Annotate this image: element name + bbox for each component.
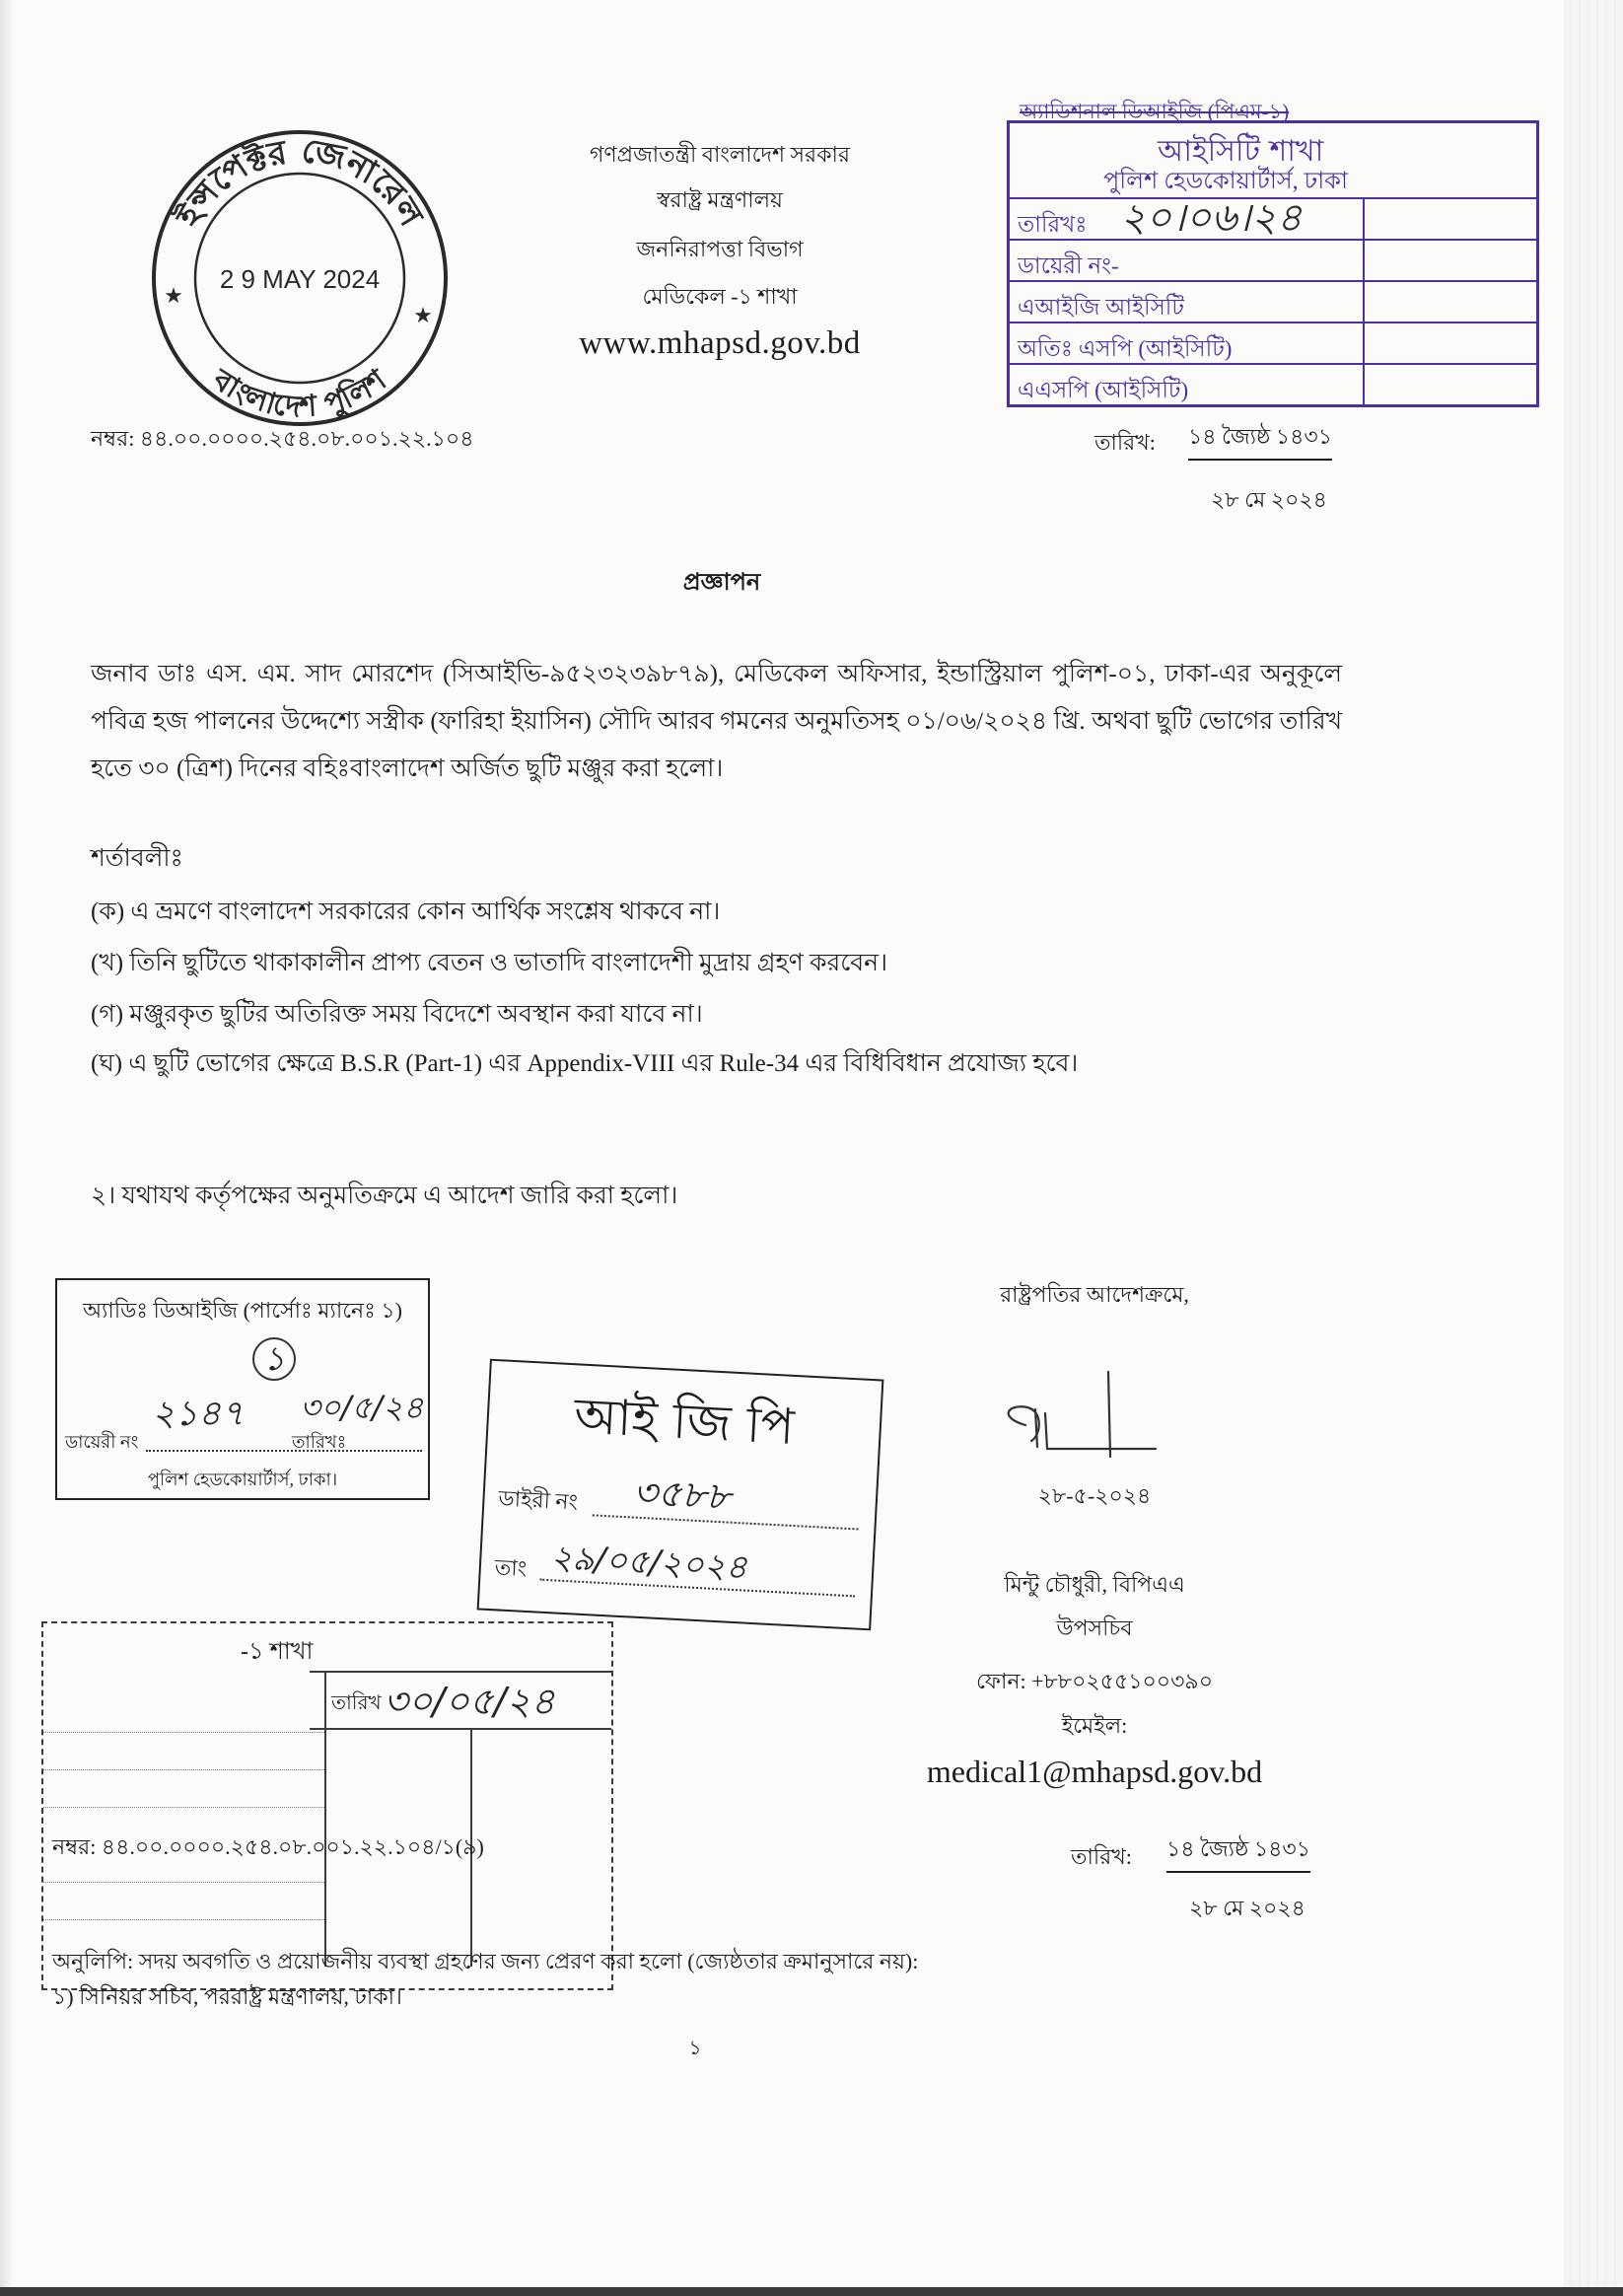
page-number: ১ <box>688 2038 702 2059</box>
scan-edge-bottom <box>0 2287 1623 2296</box>
pm-date-label: তারিখঃ <box>292 1432 347 1452</box>
date-label-2: তারিখ: <box>1071 1844 1132 1869</box>
ict-row-label: ডায়েরী নং- <box>1018 253 1119 278</box>
ict-stamp-row <box>1010 323 1536 365</box>
bottom-stamp-row-line <box>43 1732 324 1733</box>
ict-stamp-row <box>1010 282 1536 323</box>
bottom-stamp-handwritten-date: ৩০/০৫/২৪ <box>384 1680 555 1723</box>
igp-handwritten-date: ২৯/০৫/২০২৪ <box>549 1538 748 1588</box>
pm-diary-number: ২১৪৭ <box>152 1394 245 1434</box>
signatory-name: মিন্টু চৌধুরী, বিপিএএ <box>1004 1572 1185 1597</box>
memo-number: নম্বর: ৪৪.০০.০০০০.২৫৪.০৮.০০১.২২.১০৪ <box>91 426 474 451</box>
signature-date: ২৮-৫-২০২৪ <box>1037 1483 1152 1508</box>
ict-received-stamp <box>1007 120 1539 407</box>
condition-item: (গ) মঞ্জুরকৃত ছুটির অতিরিক্ত সময় বিদেশে অবস্থান করা যাবে না। <box>91 1001 703 1028</box>
ict-handwritten-date: ২০।০৬।২৪ <box>1120 195 1303 241</box>
signatory-email: medical1@mhapsd.gov.bd <box>926 1754 1263 1789</box>
ministry-name: স্বরাষ্ট্র মন্ত্রণালয় <box>657 187 783 212</box>
pm-stamp-title: অ্যাডিঃ ডিআইজি (পার্সোঃ ম্যানেঃ ১) <box>83 1298 402 1323</box>
ict-row-label: এআইজি আইসিটি <box>1018 295 1184 320</box>
ict-stamp-title: আইসিটি শাখা <box>1158 134 1324 169</box>
bottom-stamp-date-label: তারিখ <box>331 1692 382 1714</box>
date-label: তারিখ: <box>1094 430 1156 455</box>
notification-title: প্রজ্ঞাপন <box>682 570 761 596</box>
copy-intro: অনুলিপি: সদয় অবগতি ও প্রয়োজনীয় ব্যবস্থা গ্রহণের জন্য প্রেরণ করা হলো (জ্যেষ্ঠতার ক্রমানুসারে নয়): <box>52 1949 919 1973</box>
date-gregorian-2: ২৮ মে ২০২৪ <box>1189 1896 1305 1920</box>
section-receipt-stamp <box>41 1621 613 1990</box>
ict-row-label: তারিখঃ <box>1018 212 1088 237</box>
copy-item: ১) সিনিয়র সচিব, পররাষ্ট্র মন্ত্রণালয়, ঢাকা। <box>52 1984 402 2009</box>
ict-stamp-subtitle: পুলিশ হেডকোয়ার্টার্স, ঢাকা <box>1103 169 1348 194</box>
signatory-phone: ফোন: +৮৮০২৫৫১০০৩৯০ <box>975 1669 1213 1693</box>
condition-item: (খ) তিনি ছুটিতে থাকাকালীন প্রাপ্য বেতন ও ভাতাদি বাংলাদেশী মুদ্রায় গ্রহণ করবেন। <box>91 950 888 976</box>
scan-edge-right <box>1564 0 1623 2296</box>
date-gregorian: ২৮ মে ২০২৪ <box>1211 487 1327 512</box>
clause-2: ২। যথাযথ কর্তৃপক্ষের অনুমতিক্রমে এ আদেশ জারি করা হলো। <box>91 1183 678 1209</box>
igp-diary-number: ৩৫৮৮ <box>631 1470 732 1519</box>
igp-stamp-title: আই জি পি <box>572 1387 796 1456</box>
round-seal-stamp <box>147 125 453 431</box>
section-name: মেডিকেল -১ শাখা <box>642 284 798 309</box>
svg-text:বাংলাদেশ পুলিশ <box>206 362 394 425</box>
website-text: www.mhapsd.gov.bd <box>579 325 861 361</box>
seal-date: 2 9 MAY 2024 <box>219 264 381 294</box>
condition-item: (ঘ) এ ছুটি ভোগের ক্ষেত্রে B.S.R (Part-1) এর Appendix-VIII এর Rule-34 এর বিধিবিধান প্রযোজ্য হবে। <box>91 1050 1079 1077</box>
pm-stamp-footer: পুলিশ হেডকোয়ার্টার্স, ঢাকা। <box>147 1470 338 1489</box>
date-bangla-2: ১৪ জ্যৈষ্ঠ ১৪৩১ <box>1166 1832 1310 1873</box>
svg-text:ইন্সপেক্টর জেনারেল <box>168 130 432 234</box>
conditions-heading: শর্তাবলীঃ <box>91 845 183 872</box>
email-label: ইমেইল: <box>1061 1713 1128 1738</box>
bottom-stamp-column-divider <box>324 1671 326 1967</box>
division-name: জননিরাপত্তা বিভাগ <box>636 237 804 261</box>
pm-diary-stamp <box>55 1278 430 1500</box>
igp-diary-stamp <box>477 1359 884 1631</box>
bottom-stamp-header: -১ শাখা <box>241 1639 314 1665</box>
ict-stamp-row <box>1010 365 1536 406</box>
date-bangla: ১৪ জ্যৈষ্ঠ ১৪৩১ <box>1188 420 1332 461</box>
igp-date-label: তাং <box>494 1554 528 1581</box>
body-paragraph: জনাব ডাঃ এস. এম. সাদ মোরশেদ (সিআইভি-৯৫২৩২৩৯৮৭৯), মেডিকেল অফিসার, ইন্ডাস্ট্রিয়াল পুলিশ-০১, ঢাকা-এর অনুকূলে পবিত্র হজ পালনের উদ্দেশ্যে সস্ত্রীক (ফারিহা ইয়াসিন) সৌদি আরব গমনের অনুমতিসহ ০১/০৬/২০২৪ খ্রি. অথবা ছুটি ভোগের তারিখ হতে ৩০ (ত্রিশ) দিনের বহিঃবাংলাদেশ অর্জিত ছুটি মঞ্জুর করা হলো। <box>91 661 1342 782</box>
ict-row-label: এএসপি (আইসিটি) <box>1018 378 1189 402</box>
igp-diary-label: ডাইরী নং <box>497 1485 579 1515</box>
seal-bottom-text: বাংলাদেশ পুলিশ <box>206 362 393 425</box>
bottom-stamp-row-line <box>43 1769 324 1770</box>
ict-stamp-column-divider <box>1363 197 1365 404</box>
bottom-stamp-row-line <box>43 1882 324 1883</box>
pm-handwritten-date: ৩০/৫/২৪ <box>300 1389 424 1426</box>
order-line: রাষ্ট্রপতির আদেশক্রমে, <box>1000 1282 1189 1307</box>
scan-edge-left <box>0 0 14 2296</box>
government-name: গণপ্রজাতন্ত্রী বাংলাদেশ সরকার <box>589 142 851 167</box>
pm-dotted-line <box>146 1450 422 1452</box>
signatory-designation: উপসচিব <box>1056 1615 1133 1640</box>
seal-top-text: ইন্সপেক্টর জেনারেল <box>168 130 431 234</box>
bottom-stamp-row-line <box>43 1807 324 1808</box>
pm-stamp-mark: ১ <box>252 1337 296 1381</box>
seal-star-right-icon: ★ <box>413 303 433 327</box>
bottom-stamp-row-line <box>43 1919 324 1920</box>
ict-stamp-struck-title: অ্যাডিশনাল ডিআইজি (পিএম-১) <box>1020 100 1290 123</box>
ict-row-label: অতিঃ এসপি (আইসিটি) <box>1018 336 1233 361</box>
condition-item: (ক) এ ভ্রমণে বাংলাদেশ সরকারের কোন আর্থিক সংশ্লেষ থাকবে না। <box>91 898 721 925</box>
seal-star-left-icon: ★ <box>164 283 183 308</box>
signature <box>986 1366 1164 1474</box>
pm-diary-label: ডায়েরী নং <box>65 1432 139 1452</box>
memo-number-copy: নম্বর: ৪৪.০০.০০০০.২৫৪.০৮.০০১.২২.১০৪/১(৯) <box>52 1834 484 1859</box>
